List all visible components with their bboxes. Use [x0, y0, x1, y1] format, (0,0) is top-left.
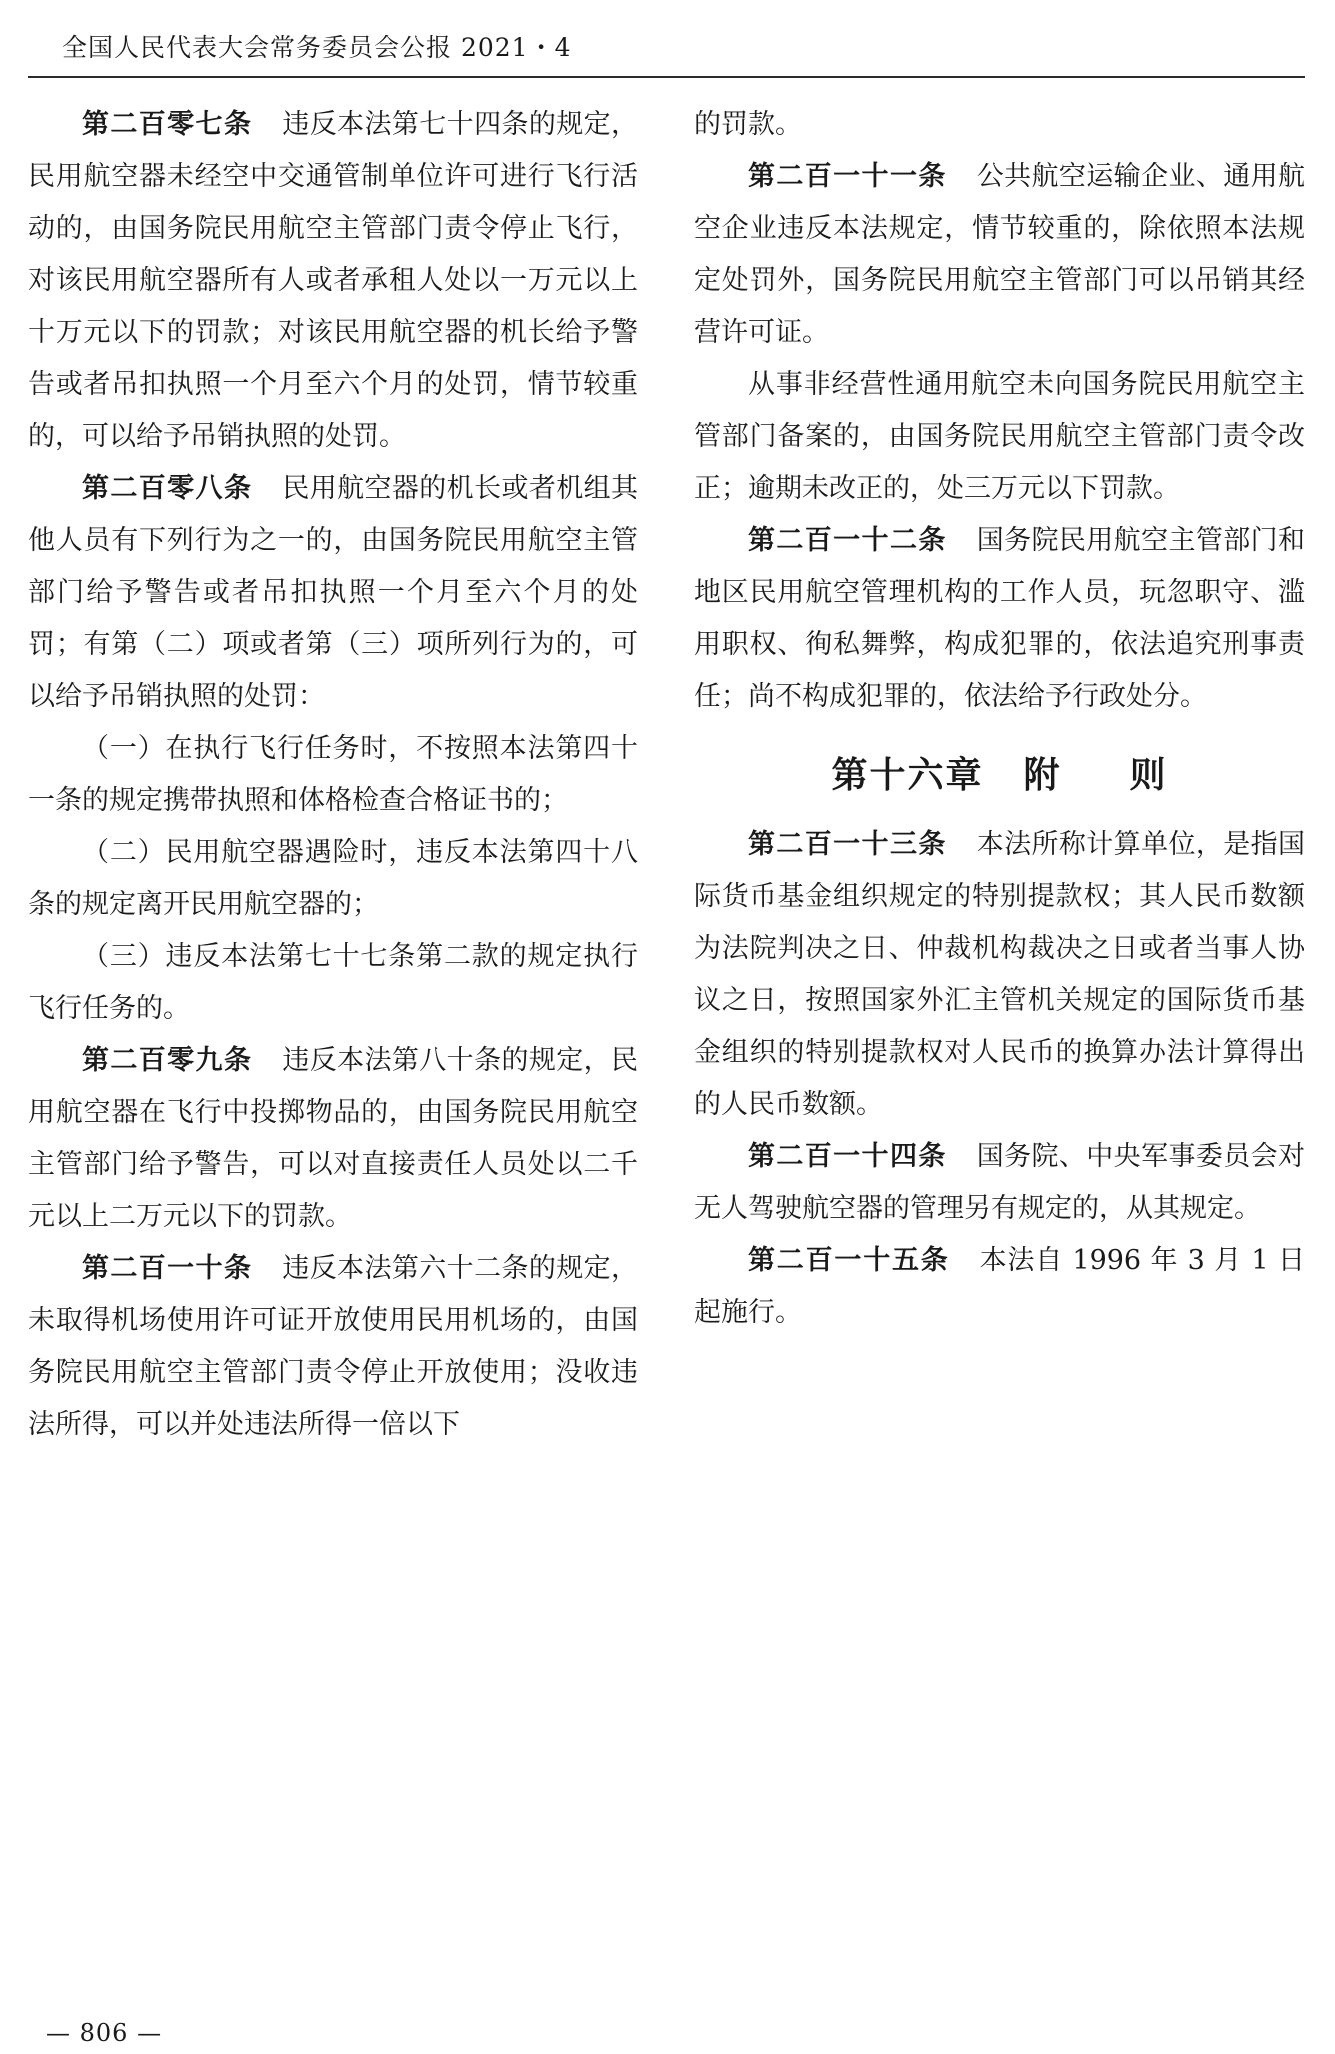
page-header — [28, 18, 1305, 78]
article-210-continuation: 的罚款。 — [694, 109, 802, 140]
article-212 — [694, 515, 1305, 723]
page-number: — 806 — — [46, 2019, 163, 2047]
article-text: 国务院民用航空主管部门和地区民用航空管理机构的工作人员，玩忽职守、滥用职权、徇私舞弊，构成犯罪的，依法追究刑事责任；尚不构成犯罪的，依法给予行政处分。 — [694, 525, 1306, 712]
chapter-number: 第十六章 — [831, 755, 984, 796]
article-210 — [28, 1243, 638, 1451]
article-208-item-2: （二）民用航空器遇险时，违反本法第四十八条的规定离开民用航空器的； — [28, 837, 638, 920]
right-column — [694, 99, 1305, 1339]
article-text: 违反本法第六十二条的规定，未取得机场使用许可证开放使用民用机场的，由国务院民用航空主管部门责令停止开放使用；没收违法所得，可以并处违法所得一倍以下 — [28, 1253, 639, 1440]
article-number: 第二百零八条 — [82, 473, 253, 504]
chapter-title-part-2: 则 — [1129, 755, 1168, 796]
article-number: 第二百一十二条 — [748, 525, 947, 556]
article-208-item-3: （三）违反本法第七十七条第二款的规定执行飞行任务的。 — [28, 941, 638, 1024]
article-text: 公共航空运输企业、通用航空企业违反本法规定，情节较重的，除依照本法规定处罚外，国务院民用航空主管部门可以吊销其经营许可证。 — [694, 161, 1306, 348]
article-213 — [694, 819, 1305, 1131]
article-214 — [694, 1131, 1305, 1235]
article-number: 第二百零七条 — [82, 109, 253, 140]
chapter-title-part-1: 附 — [1023, 755, 1062, 796]
article-209 — [28, 1035, 638, 1243]
article-text: 本法自 1996 年 3 月 1 日起施行。 — [694, 1245, 1305, 1328]
article-text: 违反本法第七十四条的规定，民用航空器未经空中交通管制单位许可进行飞行活动的，由国务院民用航空主管部门责令停止飞行，对该民用航空器所有人或者承租人处以一万元以上十万元以下的罚款；对该民用航空器的机长给予警告或者吊扣执照一个月至六个月的处罚，情节较重的，可以给予吊销执照的处罚。 — [28, 109, 639, 452]
article-number: 第二百一十四条 — [748, 1141, 947, 1172]
gazette-title: 全国人民代表大会常务委员会公报 2021・4 — [62, 33, 572, 62]
article-number: 第二百一十条 — [82, 1253, 253, 1284]
article-211-paragraph-2: 从事非经营性通用航空未向国务院民用航空主管部门备案的，由国务院民用航空主管部门责令改正；逾期未改正的，处三万元以下罚款。 — [694, 369, 1305, 504]
article-number: 第二百一十一条 — [748, 161, 947, 192]
article-text: 民用航空器的机长或者机组其他人员有下列行为之一的，由国务院民用航空主管部门给予警告或者吊扣执照一个月至六个月的处罚；有第（二）项或者第（三）项所列行为的，可以给予吊销执照的处罚： — [28, 473, 639, 712]
article-215 — [694, 1235, 1305, 1339]
article-211 — [694, 151, 1305, 359]
article-text: 本法所称计算单位，是指国际货币基金组织规定的特别提款权；其人民币数额为法院判决之日、仲裁机构裁决之日或者当事人协议之日，按照国家外汇主管机关规定的国际货币基金组织的特别提款权对人民币的换算办法计算得出的人民币数额。 — [694, 829, 1306, 1120]
article-number: 第二百一十三条 — [748, 829, 947, 860]
article-207 — [28, 99, 638, 463]
article-208-item-1: （一）在执行飞行任务时，不按照本法第四十一条的规定携带执照和体格检查合格证书的； — [28, 733, 638, 816]
article-number: 第二百零九条 — [82, 1045, 253, 1076]
article-text: 违反本法第八十条的规定，民用航空器在飞行中投掷物品的，由国务院民用航空主管部门给予警告，可以对直接责任人员处以二千元以上二万元以下的罚款。 — [28, 1045, 639, 1232]
article-208 — [28, 463, 638, 723]
article-number: 第二百一十五条 — [748, 1245, 950, 1276]
left-column — [28, 99, 638, 1451]
article-text: 国务院、中央军事委员会对无人驾驶航空器的管理另有规定的，从其规定。 — [694, 1141, 1306, 1224]
chapter-heading — [694, 747, 1305, 805]
